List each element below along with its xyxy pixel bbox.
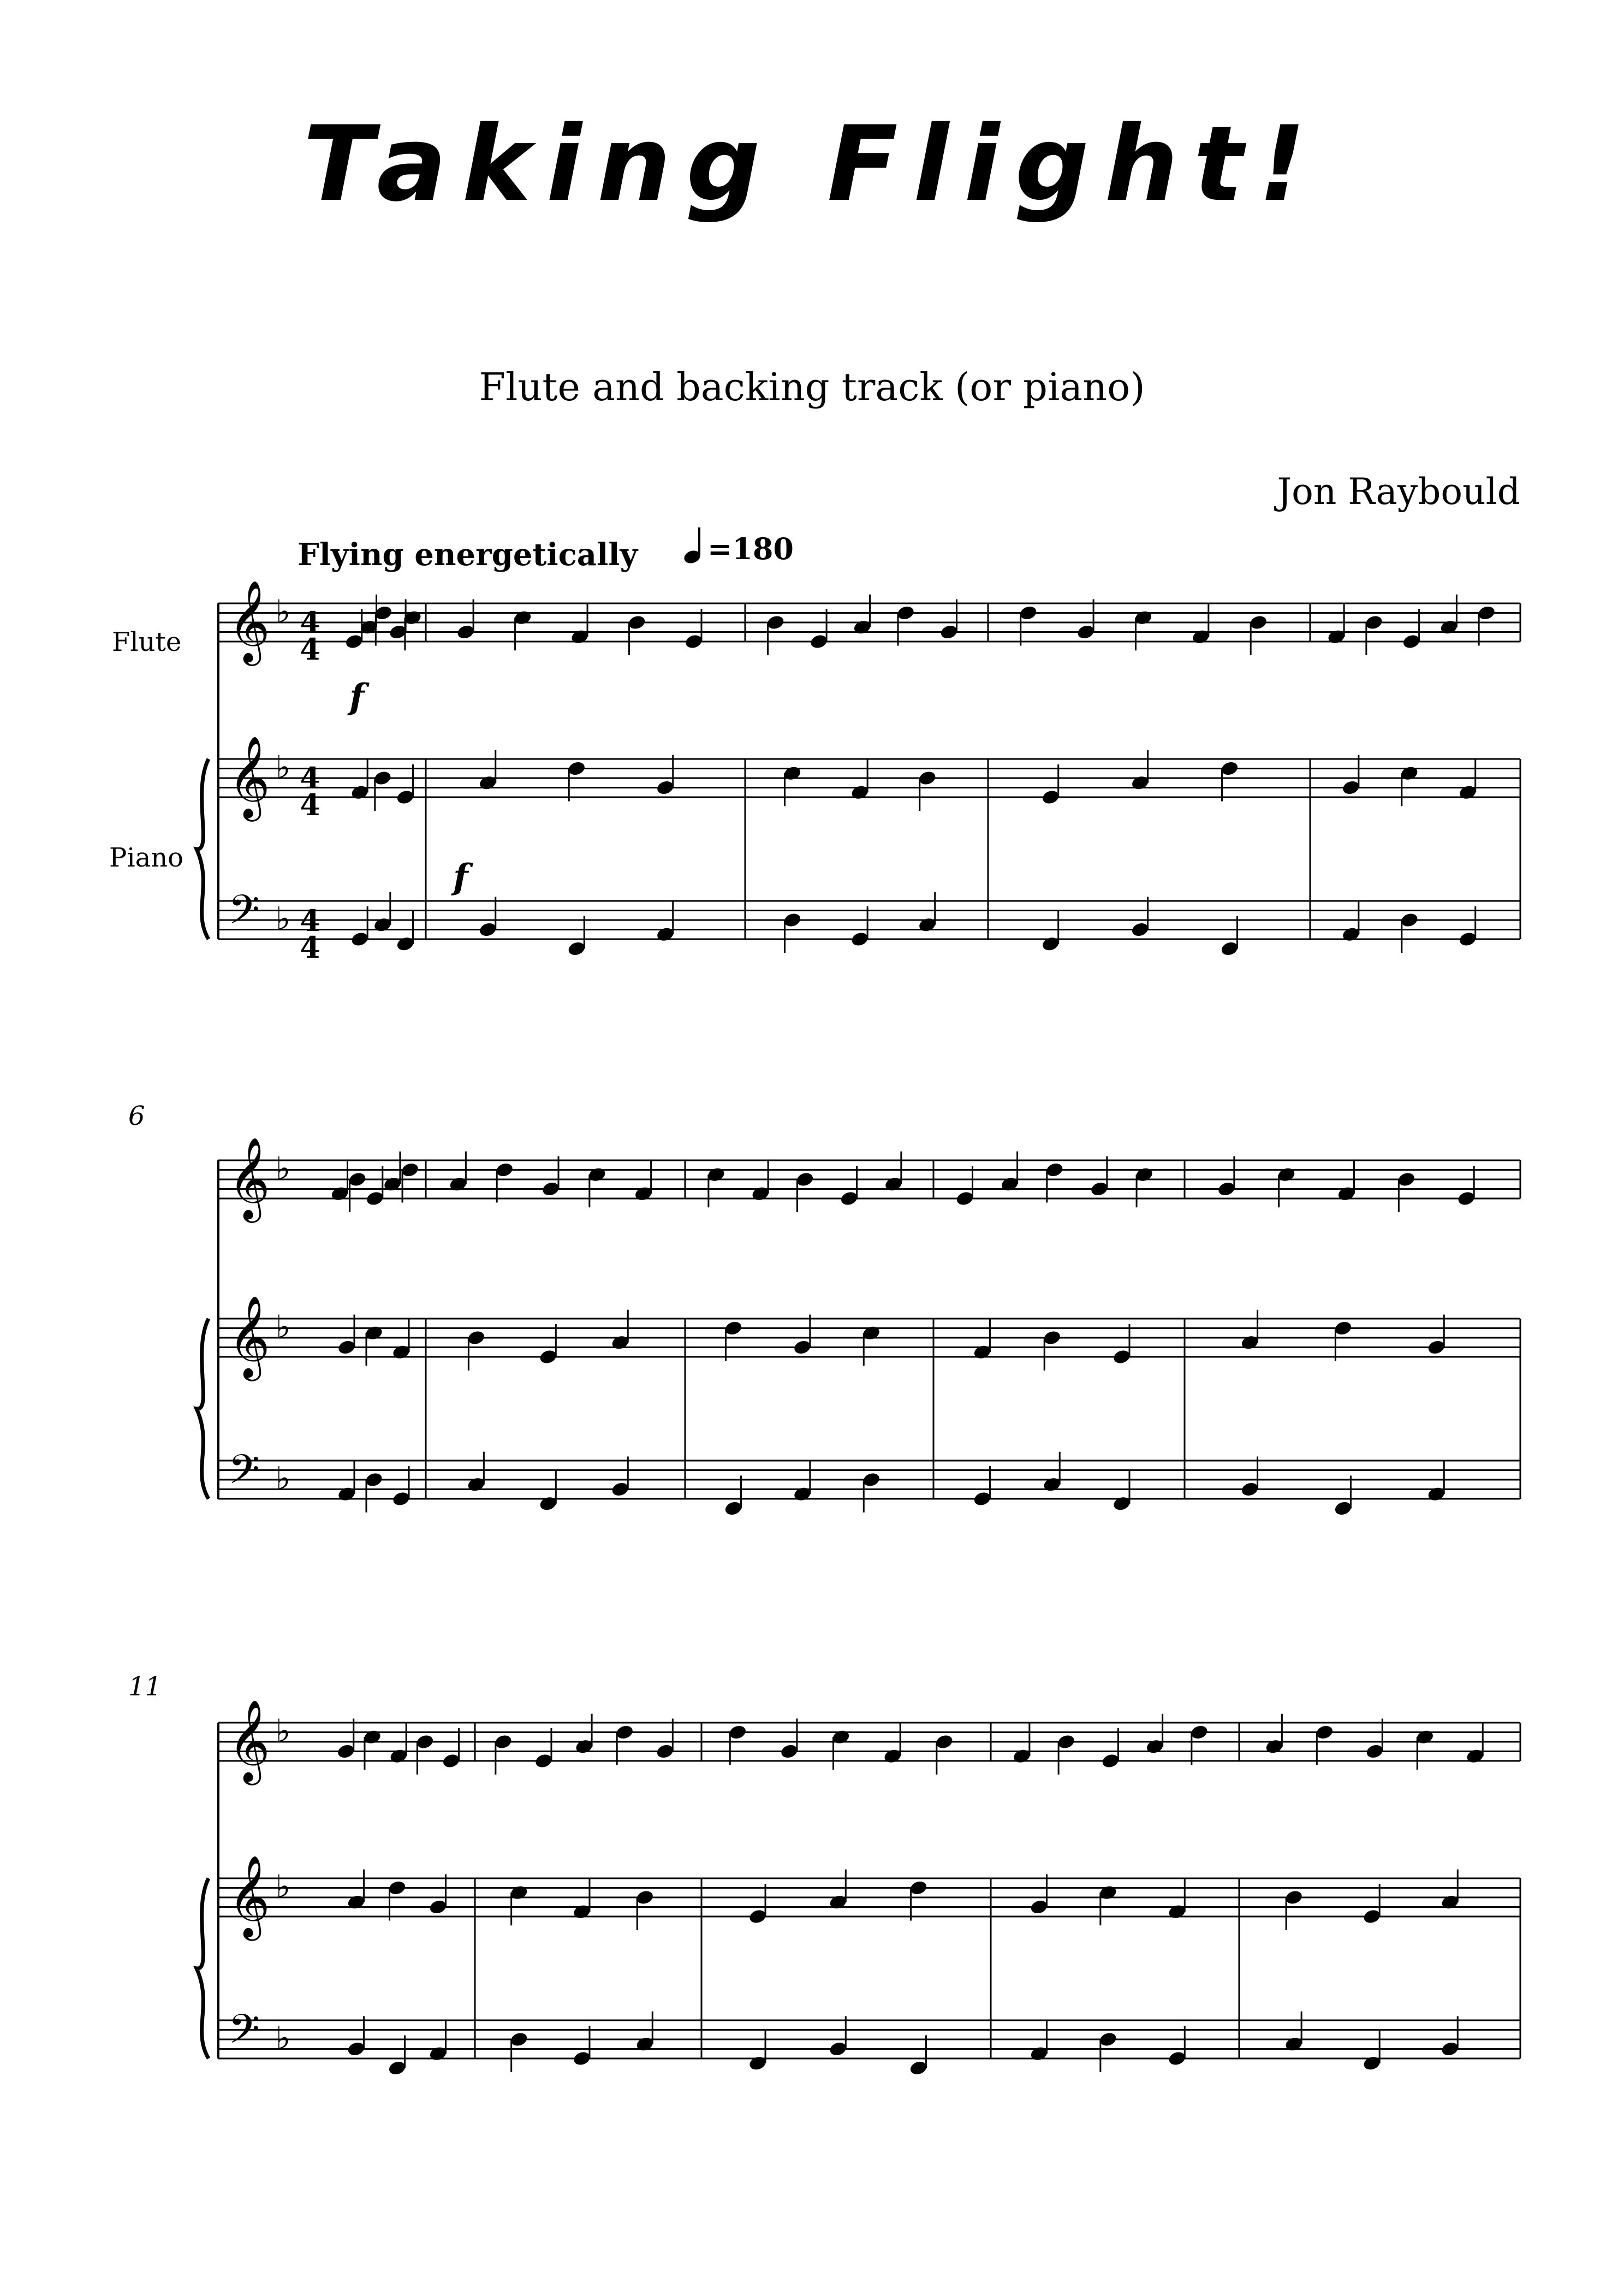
bass-clef-icon: 𝄢 (228, 1446, 260, 1503)
quarter-note-icon (682, 527, 702, 565)
time-sig-den: 4 (300, 787, 320, 822)
composer-name: Jon Raybould (1277, 471, 1520, 513)
flat-icon: ♭ (276, 1460, 291, 1497)
bass-clef-icon: 𝄢 (228, 886, 260, 944)
piece-subtitle: Flute and backing track (or piano) (479, 365, 1145, 410)
flat-icon: ♭ (276, 900, 291, 938)
time-sig-num: 4 (300, 605, 320, 640)
tempo-marking: Flying energetically (298, 537, 638, 573)
notes (330, 595, 1496, 2077)
flat-icon: ♭ (276, 749, 291, 786)
flat-icon: ♭ (276, 1712, 291, 1749)
dynamic-marking: f (453, 857, 468, 898)
treble-clef-icon: 𝄞 (228, 1136, 270, 1219)
time-sig-den: 4 (300, 930, 320, 965)
measure-number: 6 (128, 1101, 145, 1131)
flat-icon: ♭ (276, 1150, 291, 1187)
flat-icon: ♭ (276, 1868, 291, 1905)
instrument-name-piano: Piano (109, 843, 184, 873)
instrument-name-flute: Flute (112, 627, 182, 657)
time-sig-num: 4 (300, 761, 320, 796)
tempo-bpm: =180 (707, 531, 794, 566)
piano-brace-icon (197, 1878, 209, 2058)
time-sig-den: 4 (300, 632, 320, 667)
flat-icon: ♭ (276, 1308, 291, 1345)
treble-clef-icon: 𝄞 (228, 1699, 270, 1782)
treble-clef-icon: 𝄞 (228, 579, 270, 662)
time-sig-num: 4 (300, 903, 320, 938)
bass-clef-icon: 𝄢 (228, 2006, 260, 2063)
piece-title: Taking Flight! (303, 104, 1321, 224)
treble-clef-icon: 𝄞 (228, 1295, 270, 1378)
flat-icon: ♭ (276, 593, 291, 630)
dynamic-marking: f (349, 677, 365, 717)
treble-clef-icon: 𝄞 (228, 1854, 270, 1937)
piano-brace-icon (197, 759, 209, 939)
flat-icon: ♭ (276, 2019, 291, 2057)
treble-clef-icon: 𝄞 (228, 735, 270, 818)
measure-number: 11 (128, 1671, 162, 1702)
staves (197, 579, 1520, 2063)
piano-brace-icon (197, 1319, 209, 1499)
